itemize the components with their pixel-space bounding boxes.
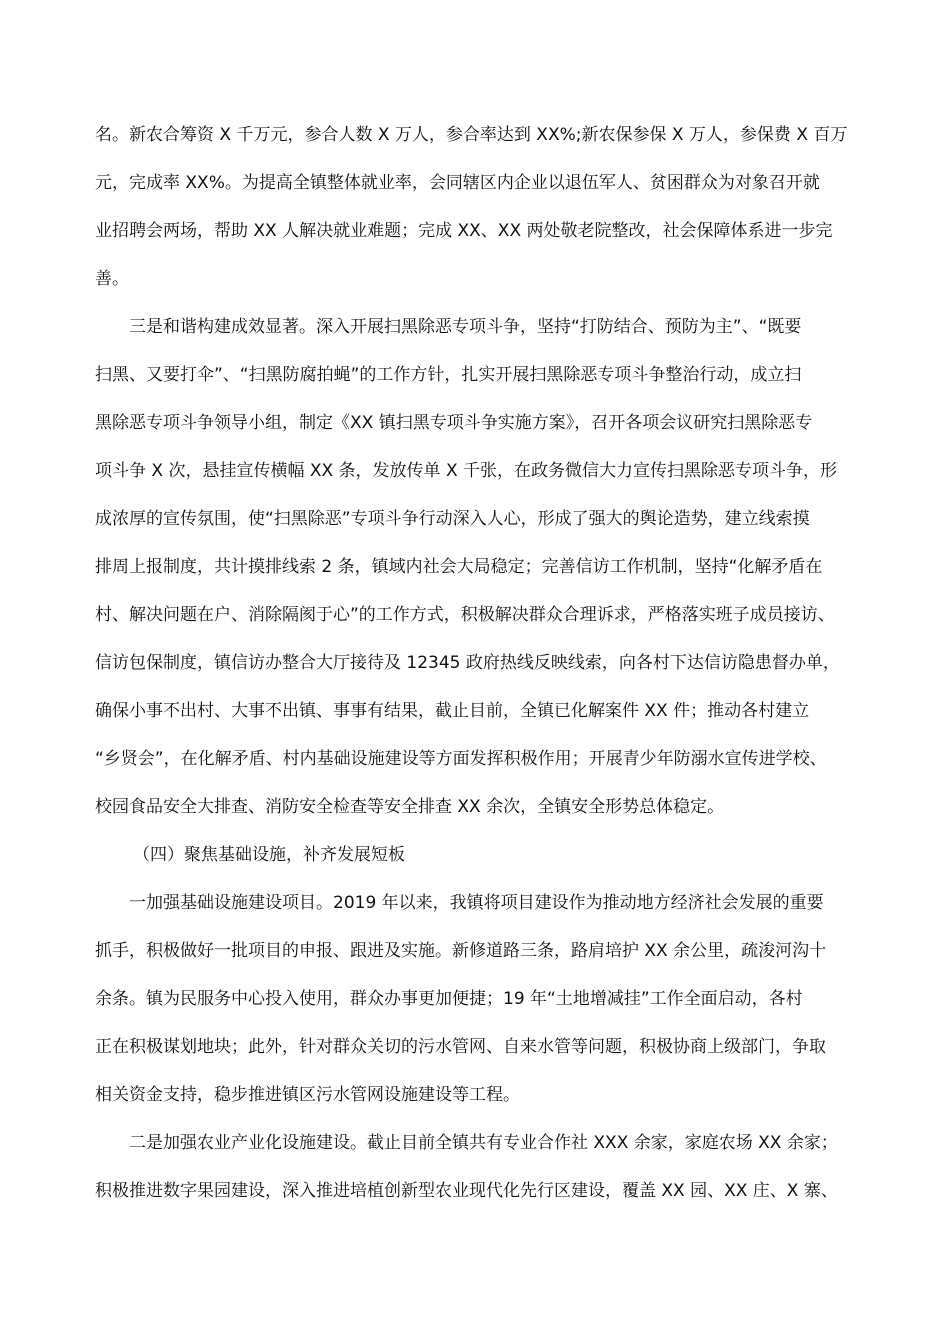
text-line: 校园食品安全大排查、消防安全检查等安全排查 XX 余次，全镇安全形势总体稳定。 [95,797,725,817]
paragraph-harmony [95,303,865,831]
section-heading [95,831,865,879]
text-line: 村、解决问题在户、消除隔阂于心”的工作方式，积极解决群众合理诉求，严格落实班子成员接访、 [95,605,835,625]
text-line: 元，完成率 XX%。为提高全镇整体就业率，会同辖区内企业以退伍军人、贫困群众为对象召开就 [95,173,820,193]
text-line: 扫黑、又要打伞”、“扫黑防腐拍蝇”的工作方针，扎实开展扫黑除恶专项斗争整治行动，成立扫 [95,365,802,385]
document-body [95,111,865,1215]
text-line: 信访包保制度，镇信访办整合大厅接待及 12345 政府热线反映线索，向各村下达信访隐患督办单， [95,653,840,673]
text-line: 相关资金支持，稳步推进镇区污水管网设施建设等工程。 [95,1085,520,1105]
text-line: 成浓厚的宣传氛围，使“扫黑除恶”专项斗争行动深入人心，形成了强大的舆论造势，建立线索摸 [95,509,810,529]
text-line: 排周上报制度，共计摸排线索 2 条，镇域内社会大局稳定；完善信访工作机制，坚持“化解矛盾在 [95,557,823,577]
text-line: 确保小事不出村、大事不出镇、事事有结果，截止目前，全镇已化解案件 XX 件；推动各村建立 [95,701,810,721]
text-line: 项斗争 X 次，悬挂宣传横幅 XX 条，发放传单 X 千张，在政务微信大力宣传扫黑除恶专项斗争，形 [95,461,838,481]
text-line: 正在积极谋划地块；此外，针对群众关切的污水管网、自来水管等问题，积极协商上级部门，争取 [95,1037,826,1057]
text-line: 一加强基础设施建设项目。2019 年以来，我镇将项目建设作为推动地方经济社会发展的重要 [129,893,824,913]
text-line: 名。新农合筹资 X 千万元，参合人数 X 万人，参合率达到 XX%;新农保参保 X 万人，参保费 X 百万 [95,125,848,145]
section-heading-text: （四）聚焦基础设施，补齐发展短板 [133,845,405,865]
paragraph-social-security [95,111,865,303]
text-line: 三是和谐构建成效显著。深入开展扫黑除恶专项斗争，坚持“打防结合、预防为主”、“既要 [129,317,802,337]
text-line: 二是加强农业产业化设施建设。截止目前全镇共有专业合作社 XXX 余家，家庭农场 XX 余家； [129,1133,838,1153]
text-line: 黑除恶专项斗争领导小组，制定《XX 镇扫黑专项斗争实施方案》，召开各项会议研究扫黑除恶专 [95,413,813,433]
text-line: 抓手，积极做好一批项目的申报、跟进及实施。新修道路三条，路肩培护 XX 余公里，疏浚河沟十 [95,941,827,961]
paragraph-agriculture [95,1119,865,1215]
paragraph-infrastructure [95,879,865,1119]
text-line: 余条。镇为民服务中心投入使用，群众办事更加便捷；19 年“土地增减挂”工作全面启动，各村 [95,989,803,1009]
text-line: 业招聘会两场，帮助 XX 人解决就业难题；完成 XX、XX 两处敬老院整改，社会保障体系进一步完 [95,221,833,241]
text-line: 善。 [95,269,129,289]
text-line: “乡贤会”，在化解矛盾、村内基础设施建设等方面发挥积极作用；开展青少年防溺水宣传进学校、 [95,749,827,769]
text-line: 积极推进数字果园建设，深入推进培植创新型农业现代化先行区建设，覆盖 XX 园、XX 庄、X 寨、 [95,1181,838,1201]
